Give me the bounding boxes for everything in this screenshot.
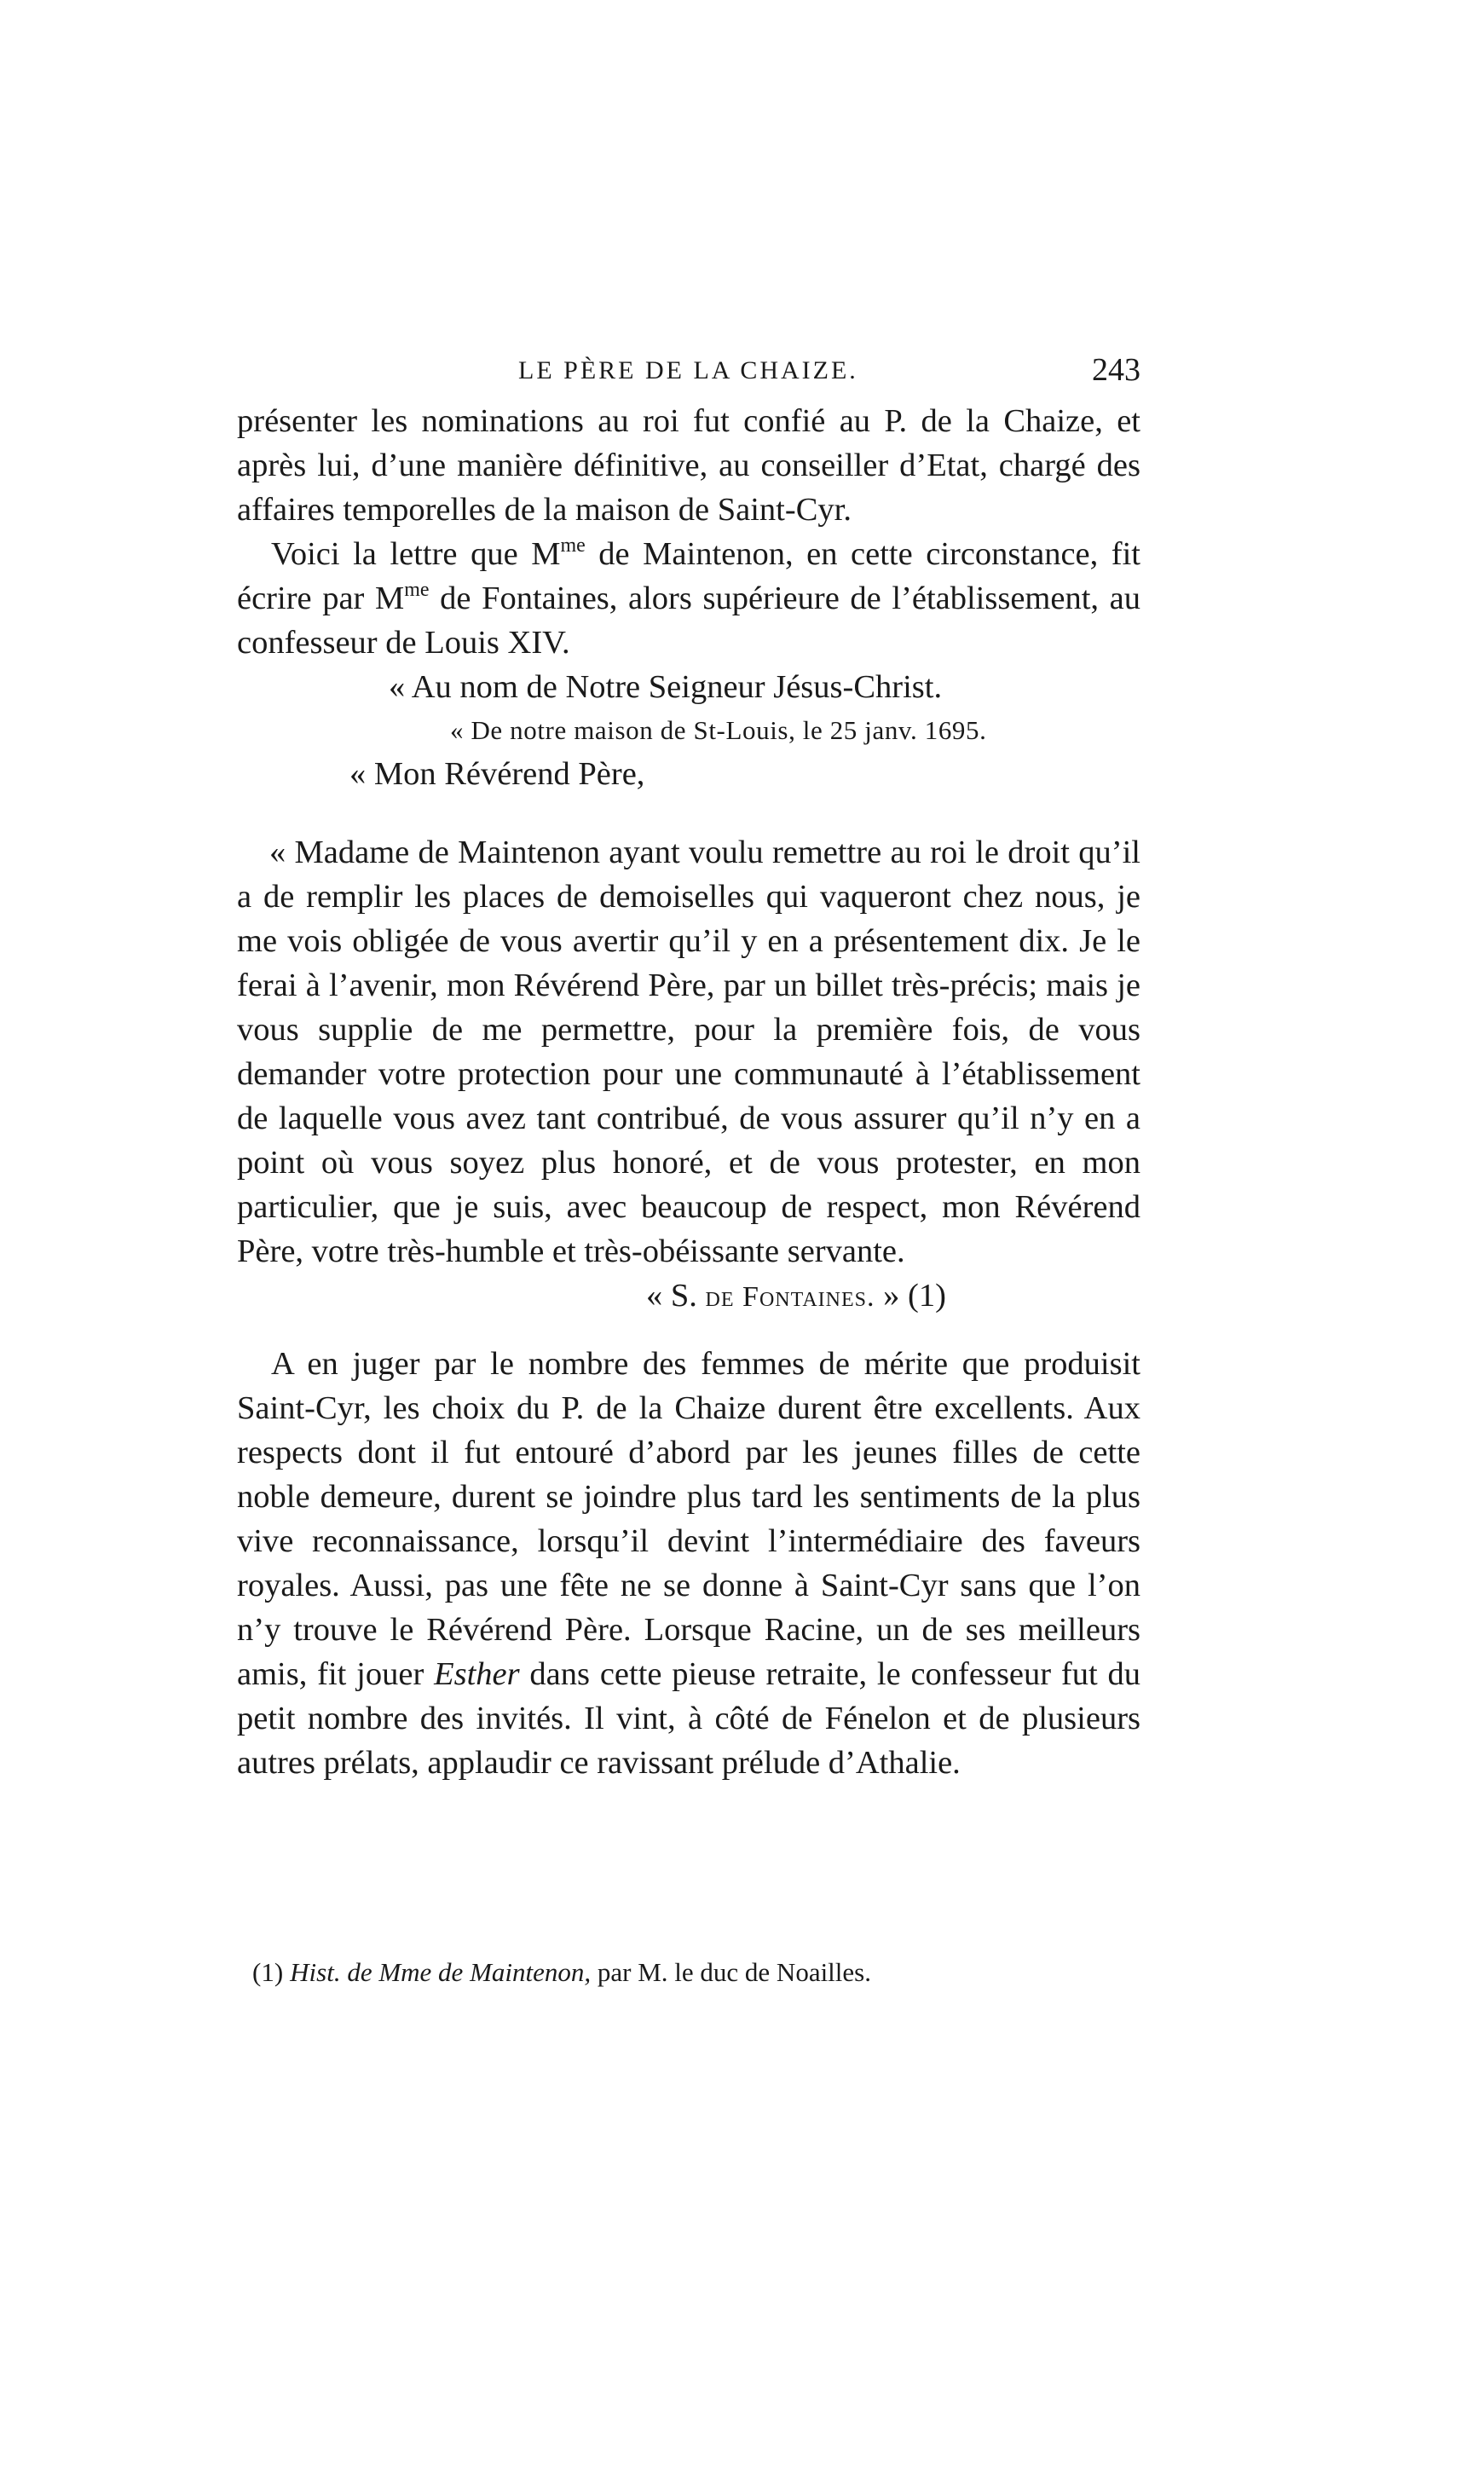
paragraph-3-part-a: A en juger par le nombre des femmes de mérite que produisit Saint-Cyr, les choix du P. de la Chaize durent être excellents. Aux respects dont il fut entouré d’abord par les jeunes filles de cette noble demeure, durent se joindre plus tard les sentiments de la plus vive reconnaissance, lorsqu’il devint l’intermédiaire des faveurs royales. Aussi, pas une fête ne se donne à Saint-Cyr sans que l’on n’y trouve le Révérend Père. Lorsque Racine, un de ses meilleurs amis, fit jouer [237,1346,1140,1692]
paragraph-3 [237,1342,1140,1785]
letter-invocation: « Au nom de Notre Seigneur Jésus-Christ. [389,669,943,705]
letter-dateline: « De notre maison de St-Louis, le 25 janv. 1695. [450,715,987,745]
footnote-title: Hist. de Mme de Maintenon, [290,1957,592,1987]
paragraph-1: présenter les nominations au roi fut confié au P. de la Chaize, et après lui, d’une manière définitive, au conseiller d’Etat, chargé des affaires temporelles de la maison de Saint-Cyr. [237,403,1140,528]
letter-salutation: « Mon Révérend Père, [349,756,645,792]
paragraph-3-part-b: dans cette pieuse retraite, le confesseur fut du petit nombre des invités. Il vint, à côté de Fénelon et de plusieurs autres prélats, applaudir ce ravissant prélude d’Athalie. [237,1656,1140,1781]
page-header [237,351,1140,399]
signature-close: » (1) [875,1278,946,1314]
paragraph-2-part-b: de Maintenon, en cette circonstance, fit écrire par M [237,536,1140,616]
paragraph-2-part-a: Voici la lettre que M [271,536,561,572]
footnote [252,1955,1139,1990]
title-esther: Esther [434,1656,520,1692]
superscript-me: me [404,579,430,601]
running-title: LE PÈRE DE LA CHAIZE. [518,356,858,384]
superscript-me: me [560,534,586,557]
footnote-marker: (1) [252,1957,284,1987]
letter-body: « Madame de Maintenon ayant voulu remettre au roi le droit qu’il a de remplir les places de demoiselles qui vaqueront chez nous, je me vois obligée de vous avertir qu’il y en a présentement dix. Je le ferai à l’avenir, mon Révérend Père, par un billet très-précis; mais je vous supplie de me permettre, pour la première fois, de vous demander votre protection pour une communauté à l’établissement de laquelle vous avez tant contribué, de vous assurer qu’il n’y en a point où vous soyez plus honoré, et de vous protester, en mon particulier, que je suis, avec beaucoup de respect, mon Révérend Père, votre très-humble et très-obéissante servante. [237,835,1140,1269]
paragraph-2 [237,532,1140,665]
page-number: 243 [1092,352,1140,388]
signature-name: de Fontaines. [705,1281,875,1313]
main-text [237,399,1140,1785]
signature-open: « S. [646,1278,706,1314]
letter-signature [237,1274,1140,1320]
paragraph-2-part-c: de Fontaines, alors supérieure de l’établissement, au confesseur de Louis XIV. [237,581,1140,661]
footnote-text: par M. le duc de Noailles. [591,1957,871,1987]
